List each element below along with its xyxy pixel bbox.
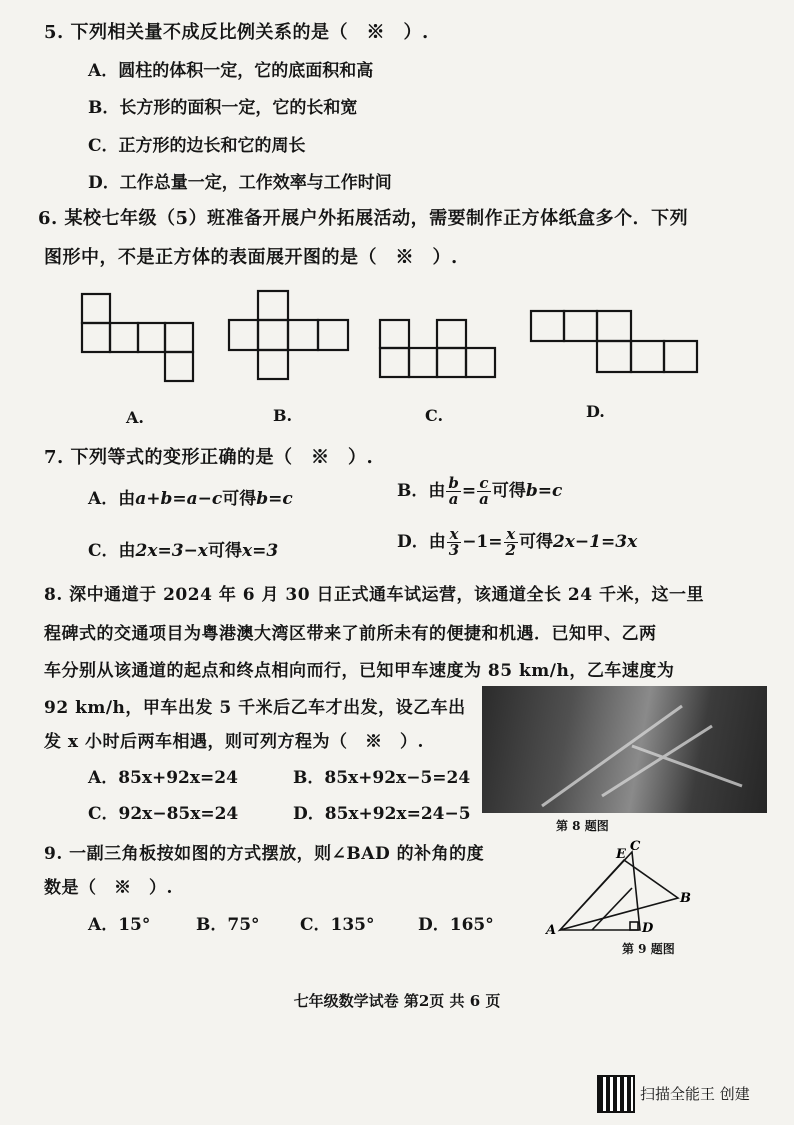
q5-option-a: A．圆柱的体积一定，它的底面积和高 xyxy=(88,61,374,81)
q7-d-frac2-den: 2 xyxy=(505,541,516,559)
q9-caption: 第 9 题图 xyxy=(622,942,675,956)
q7-d-mid: 可得 xyxy=(518,532,553,552)
q8-option-c: C．92x−85x=24 xyxy=(88,804,239,824)
q8-line3: 车分别从该通道的起点和终点相向而行，已知甲车速度为 85 km/h，乙车速度为 xyxy=(44,661,675,681)
q5-option-d: D．工作总量一定，工作效率与工作时间 xyxy=(88,173,392,193)
page-footer: 七年级数学试卷 第2页 共 6 页 xyxy=(293,992,501,1010)
qr-code-icon xyxy=(597,1075,635,1113)
q7-a-mid: 可得 xyxy=(222,489,257,509)
q7-b-result: b=c xyxy=(525,481,563,501)
q7-d-result: 2x−1=3x xyxy=(552,532,638,552)
q8-option-d: D．85x+92x=24−5 xyxy=(293,804,471,824)
net-label-b: B. xyxy=(273,406,293,425)
q8-caption: 第 8 题图 xyxy=(556,819,609,833)
q7-d-frac2 xyxy=(504,527,518,558)
q7-b-frac2-den: a xyxy=(479,490,489,508)
q7-a-prefix: A．由 xyxy=(88,489,136,509)
q9-line1: 9. 一副三角板按如图的方式摆放，则∠BAD 的补角的度 xyxy=(44,844,485,864)
q7-d-frac1 xyxy=(447,527,461,558)
q7-option-a xyxy=(88,484,293,509)
q7-c-mid: 可得 xyxy=(207,541,242,561)
q5-option-b: B．长方形的面积一定，它的长和宽 xyxy=(88,98,358,118)
q8-line5: 发 x 小时后两车相遇，则可列方程为（ ※ ）. xyxy=(44,732,424,752)
q7-b-frac1-num: b xyxy=(448,474,459,492)
q7-b-frac2-num: c xyxy=(477,476,491,492)
q9-point-c: C xyxy=(630,839,641,854)
q7-stem: 7. 下列等式的变形正确的是（ ※ ）. xyxy=(44,447,374,468)
q7-a-expr: a+b=a−c xyxy=(135,489,223,509)
q7-b-eq: = xyxy=(461,481,477,501)
q9-option-a: A．15° xyxy=(88,915,151,935)
net-label-d: D. xyxy=(586,402,605,421)
q7-d-frac1-den: 3 xyxy=(448,541,460,559)
q8-line2: 程碑式的交通项目为粤港澳大湾区带来了前所未有的便捷和机遇．已知甲、乙两 xyxy=(44,624,657,644)
q7-d-tail1: −1= xyxy=(462,532,503,552)
q8-line4: 92 km/h，甲车出发 5 千米后乙车才出发，设乙车出 xyxy=(44,698,466,718)
q7-option-c xyxy=(88,536,278,561)
q9-option-d: D．165° xyxy=(418,915,494,935)
q5-option-c: C．正方形的边长和它的周长 xyxy=(88,136,306,156)
q9-option-b: B．75° xyxy=(196,915,260,935)
q6-stem-line1: 6. 某校七年级（5）班准备开展户外拓展活动，需要制作正方体纸盒多个．下列 xyxy=(38,208,689,229)
q9-point-d: D xyxy=(642,921,654,936)
scanner-watermark: 扫描全能王 创建 xyxy=(640,1085,750,1103)
q7-b-frac2 xyxy=(477,476,491,507)
q7-b-prefix: B．由 xyxy=(397,481,446,501)
q7-c-prefix: C．由 xyxy=(88,541,136,561)
q8-option-a: A．85x+92x=24 xyxy=(88,768,238,788)
q7-option-b xyxy=(397,476,562,507)
net-label-c: C. xyxy=(425,406,444,425)
q9-point-e: E xyxy=(616,847,626,862)
q9-option-c: C．135° xyxy=(300,915,375,935)
q6-stem-line2: 图形中，不是正方体的表面展开图的是（ ※ ）. xyxy=(44,247,458,268)
q7-b-mid: 可得 xyxy=(491,481,526,501)
q8-option-b: B．85x+92x−5=24 xyxy=(293,768,471,788)
q9-point-b: B xyxy=(680,891,691,906)
q8-photo-overlay xyxy=(482,686,767,813)
q7-b-frac1 xyxy=(446,476,461,507)
q8-line1: 8. 深中通道于 2024 年 6 月 30 日正式通车试运营，该通道全长 24 千米，这一里 xyxy=(44,585,704,605)
q7-d-prefix: D．由 xyxy=(397,532,446,552)
q5-stem: 5. 下列相关量不成反比例关系的是（ ※ ）. xyxy=(44,22,429,43)
q7-c-expr: 2x=3−x xyxy=(135,541,208,561)
q9-point-a: A xyxy=(546,923,557,938)
net-label-a: A. xyxy=(126,408,144,427)
q7-d-frac2-num: x xyxy=(504,527,518,543)
q7-c-result: x=3 xyxy=(241,541,279,561)
q7-b-frac1-den: a xyxy=(448,490,459,508)
q7-a-result: b=c xyxy=(256,489,293,509)
q7-option-d xyxy=(397,527,637,558)
q9-line2: 数是（ ※ ）. xyxy=(44,878,173,898)
q9-triangle-diagram xyxy=(540,838,700,938)
q7-d-frac1-num: x xyxy=(447,527,461,543)
